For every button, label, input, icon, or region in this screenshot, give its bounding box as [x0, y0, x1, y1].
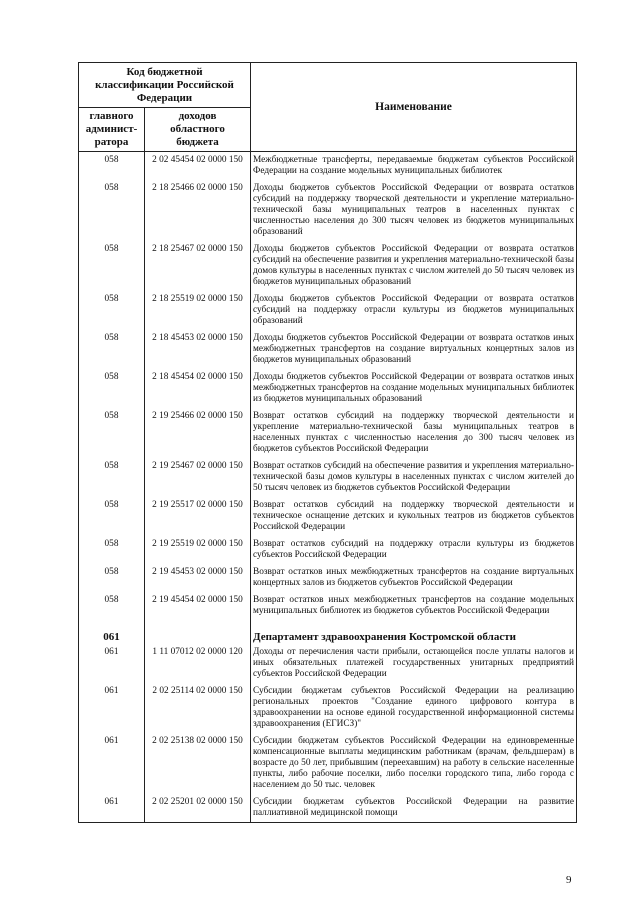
row-name: Возврат остатков иных межбюджетных трансфертов на создание модельных муниципальных библиотек из бюджетов субъектов Российской Федерации [251, 592, 577, 620]
table-row [79, 733, 577, 794]
table-row [79, 497, 577, 536]
row-name: Субсидии бюджетам субъектов Российской Федерации на единовременные компенсационные выплаты медицинским работникам (врачам, фельдшерам) в возрасте до 50 лет, прибывшим (переехавшим) на работу в сельские населенные пункты, либо рабочие поселки, либо поселки городского типа, либо города с населением до 50 тыс. человек [251, 733, 577, 794]
row-name: Субсидии бюджетам субъектов Российской Федерации на развитие паллиативной медицинской помощи [251, 794, 577, 823]
budget-code: 2 02 25138 02 0000 150 [145, 733, 251, 794]
admin-code: 058 [79, 592, 145, 620]
budget-code: 2 19 25466 02 0000 150 [145, 408, 251, 458]
table-header-row [79, 63, 577, 108]
page-number: 9 [566, 874, 572, 886]
row-name: Доходы от перечисления части прибыли, остающейся после уплаты налогов и иных обязательных платежей государственных унитарных предприятий субъектов Российской Федерации [251, 644, 577, 683]
table-row [79, 592, 577, 620]
admin-code: 058 [79, 497, 145, 536]
department-name: Департамент здравоохранения Костромской области [251, 620, 577, 644]
admin-code: 061 [79, 683, 145, 733]
table-row [79, 683, 577, 733]
header-classification-code: Код бюджетной классификации Российской Федерации [79, 63, 251, 108]
admin-code: 058 [79, 564, 145, 592]
table-row [79, 369, 577, 408]
budget-code: 2 02 25114 02 0000 150 [145, 683, 251, 733]
budget-code: 2 18 25466 02 0000 150 [145, 180, 251, 241]
row-name: Доходы бюджетов субъектов Российской Федерации от возврата остатков субсидий на поддержку творческой деятельности и укрепление материально-технической базы муниципальных театров в населенных пунктах с численностью населения до 300 тысяч человек из бюджетов муниципальных образований [251, 180, 577, 241]
budget-code: 1 11 07012 02 0000 120 [145, 644, 251, 683]
row-name: Доходы бюджетов субъектов Российской Федерации от возврата остатков субсидий на поддержку отрасли культуры из бюджетов муниципальных образований [251, 291, 577, 330]
table-row [79, 458, 577, 497]
budget-code: 2 18 25519 02 0000 150 [145, 291, 251, 330]
row-name: Возврат остатков субсидий на поддержку творческой деятельности и укрепление материально-технической базы муниципальных театров в населенных пунктах с численностью населения до 300 тысяч человек из бюджетов субъектов Российской Федерации [251, 408, 577, 458]
table-row [79, 794, 577, 823]
budget-classification-table [78, 62, 577, 823]
header-admin: главного админист-ратора [79, 108, 145, 152]
budget-code: 2 02 45454 02 0000 150 [145, 152, 251, 181]
table-row [79, 291, 577, 330]
table-row [79, 180, 577, 241]
budget-code: 2 19 45453 02 0000 150 [145, 564, 251, 592]
budget-code: 2 19 25467 02 0000 150 [145, 458, 251, 497]
admin-code: 058 [79, 408, 145, 458]
admin-code: 058 [79, 291, 145, 330]
table-row [79, 241, 577, 291]
table-row [79, 564, 577, 592]
admin-code: 058 [79, 369, 145, 408]
row-name: Доходы бюджетов субъектов Российской Федерации от возврата остатков иных межбюджетных трансфертов на создание модельных муниципальных библиотек из бюджетов муниципальных образований [251, 369, 577, 408]
department-code-empty [145, 620, 251, 644]
admin-code: 061 [79, 644, 145, 683]
row-name: Возврат остатков иных межбюджетных трансфертов на создание виртуальных концертных залов из бюджетов субъектов Российской Федерации [251, 564, 577, 592]
row-name: Субсидии бюджетам субъектов Российской Федерации на реализацию региональных проектов "Создание единого цифрового контура в здравоохранении на основе единой государственной информационной системы здравоохранения (ЕГИСЗ)" [251, 683, 577, 733]
table-row [79, 536, 577, 564]
admin-code: 058 [79, 458, 145, 497]
row-name: Межбюджетные трансферты, передаваемые бюджетам субъектов Российской Федерации на создание модельных муниципальных библиотек [251, 152, 577, 181]
budget-code: 2 19 45454 02 0000 150 [145, 592, 251, 620]
header-name: Наименование [251, 63, 577, 152]
table-row [79, 644, 577, 683]
admin-code: 061 [79, 794, 145, 823]
row-name: Возврат остатков субсидий на поддержку творческой деятельности и техническое оснащение детских и кукольных театров из бюджетов субъектов Российской Федерации [251, 497, 577, 536]
row-name: Возврат остатков субсидий на обеспечение развития и укрепления материально-технической базы домов культуры в населенных пунктах с числом жителей до 50 тысяч человек из бюджетов субъектов Российской Федерации [251, 458, 577, 497]
admin-code: 058 [79, 330, 145, 369]
admin-code: 058 [79, 241, 145, 291]
table-row [79, 408, 577, 458]
budget-code: 2 18 45453 02 0000 150 [145, 330, 251, 369]
department-row [79, 620, 577, 644]
header-revenue: доходов областного бюджета [145, 108, 251, 152]
budget-code: 2 18 45454 02 0000 150 [145, 369, 251, 408]
row-name: Доходы бюджетов субъектов Российской Федерации от возврата остатков иных межбюджетных трансфертов на создание виртуальных концертных залов из бюджетов муниципальных образований [251, 330, 577, 369]
table-row [79, 330, 577, 369]
department-admin-code: 061 [79, 620, 145, 644]
budget-code: 2 02 25201 02 0000 150 [145, 794, 251, 823]
budget-code: 2 18 25467 02 0000 150 [145, 241, 251, 291]
table-row [79, 152, 577, 181]
admin-code: 058 [79, 180, 145, 241]
row-name: Доходы бюджетов субъектов Российской Федерации от возврата остатков субсидий на обеспечение развития и укрепления материально-технической базы домов культуры в населенных пунктах с числом жителей до 50 тысяч человек из бюджетов муниципальных образований [251, 241, 577, 291]
budget-code: 2 19 25519 02 0000 150 [145, 536, 251, 564]
admin-code: 058 [79, 536, 145, 564]
budget-code: 2 19 25517 02 0000 150 [145, 497, 251, 536]
admin-code: 061 [79, 733, 145, 794]
admin-code: 058 [79, 152, 145, 181]
row-name: Возврат остатков субсидий на поддержку отрасли культуры из бюджетов субъектов Российской Федерации [251, 536, 577, 564]
